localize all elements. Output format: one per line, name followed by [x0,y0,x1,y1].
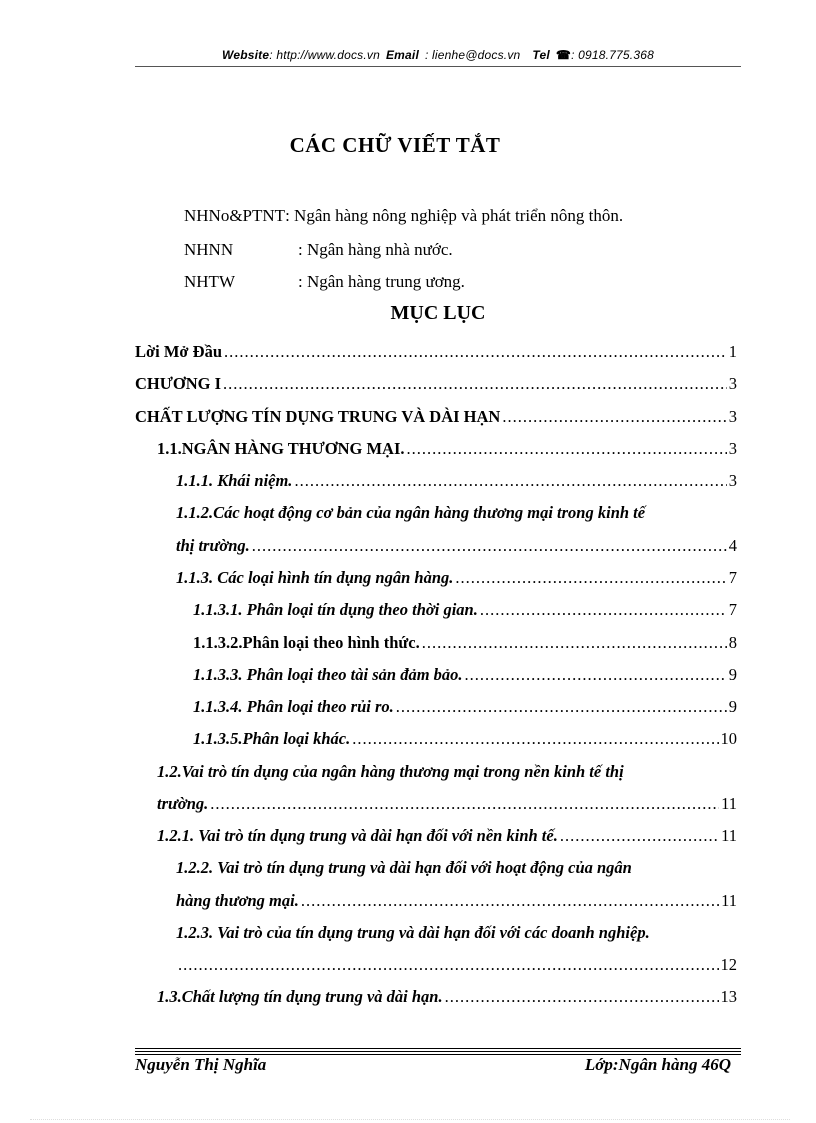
abbreviation-definition: : Ngân hàng nông nghiệp và phát triển nông thôn. [285,206,624,225]
toc-entry[interactable] [135,342,737,362]
tel-value: : 0918.775.368 [571,48,654,62]
toc-entry-text: 1.1.3.1. Phân loại tín dụng theo thời gian. [193,600,478,619]
toc-entry[interactable] [193,633,737,653]
toc-page-number: 7 [728,568,737,587]
abbreviation-definition: : Ngân hàng trung ương. [298,272,465,291]
abbreviations-title: CÁC CHỮ VIẾT TẮT [289,133,501,157]
toc-entry-text: trường. [157,794,209,813]
toc-leader [224,342,727,362]
toc-leader [560,826,719,846]
toc-entry[interactable] [193,697,737,717]
email-label: Email [385,48,419,62]
abbreviation-row [184,206,623,226]
toc-entry-text: 1.1.1. Khái niệm. [176,471,293,490]
abbreviation-key: NHTW [184,272,235,291]
toc-page-number: 7 [728,600,737,619]
abbreviation-key: NHNo&PTNT [184,206,286,225]
toc-entry[interactable] [176,568,737,588]
toc-leader [396,697,727,717]
toc-leader [210,794,719,814]
toc-page-number: 1 [728,342,737,361]
footer-divider [135,1048,741,1049]
toc-entry[interactable] [176,858,737,878]
toc-entry-continuation[interactable] [176,536,737,556]
toc-entry-text: 1.1.3.3. Phân loại theo tài sản đảm bảo. [193,665,463,684]
footer-author: Nguyễn Thị Nghĩa [135,1055,267,1074]
toc-entry[interactable] [135,374,737,394]
toc-leader [294,471,726,491]
toc-leader [178,955,719,975]
page-edge [30,1119,790,1120]
toc-entry-text: 1.2.1. Vai trò tín dụng trung và dài hạn đối với nền kinh tế. [157,826,558,845]
toc-page-number: 9 [728,697,737,716]
footer-divider [135,1051,741,1052]
toc-leader [352,729,718,749]
toc-entry-text: 1.2.3. Vai trò của tín dụng trung và dài hạn đối với các doanh nghiệp. [176,923,650,942]
toc-page-number: 10 [720,729,737,748]
toc-title: MỤC LỤC [390,302,486,324]
toc-entry[interactable] [135,407,737,427]
toc-entry-text: Lời Mở Đầu [135,342,223,361]
tel-label: Tel [532,48,550,62]
abbreviation-key: NHNN [184,240,234,259]
toc-leader [455,568,726,588]
toc-entry[interactable] [176,471,737,491]
abbreviation-row [184,240,453,260]
toc-entry-text: 1.2.Vai trò tín dụng của ngân hàng thương mại trong nền kinh tế thị [157,762,624,781]
toc-page-number: 3 [728,439,737,458]
toc-entry[interactable] [193,665,737,685]
toc-entry-text: thị trường. [176,536,250,555]
toc-entry-continuation[interactable] [176,891,737,911]
toc-page-number: 11 [721,826,737,845]
phone-icon: ☎ [555,48,572,62]
toc-leader [465,665,727,685]
header-divider [135,66,741,67]
toc-entry-text: 1.1.3.5.Phân loại khác. [193,729,351,748]
toc-leader [223,374,727,394]
abbreviation-definition: : Ngân hàng nhà nước. [298,240,453,259]
toc-entry[interactable] [157,439,737,459]
toc-entry-text: CHẤT LƯỢNG TÍN DỤNG TRUNG VÀ DÀI HẠN [135,407,501,426]
toc-entry-text: 1.2.2. Vai trò tín dụng trung và dài hạn đối với hoạt động của ngân [176,858,632,877]
toc-entry[interactable] [157,826,737,846]
toc-leader [252,536,727,556]
toc-entry-text: 1.1.3. Các loại hình tín dụng ngân hàng. [176,568,454,587]
toc-page-number: 3 [728,471,737,490]
toc-page-number: 12 [720,955,737,974]
toc-entry[interactable] [157,987,737,1007]
toc-entry[interactable] [193,729,737,749]
website-value: : http://www.docs.vn [269,48,380,62]
toc-entry-continuation[interactable] [176,955,737,975]
toc-page-number: 4 [728,536,737,555]
toc-entry[interactable] [176,503,737,523]
toc-entry-text: CHƯƠNG I [135,374,222,393]
website-label: Website [222,48,270,62]
footer-class: Lớp:Ngân hàng 46Q [584,1055,731,1074]
toc-page-number: 3 [728,407,737,426]
toc-leader [445,987,719,1007]
toc-leader [502,407,726,427]
toc-page-number: 11 [721,891,737,910]
toc-entry-continuation[interactable] [157,794,737,814]
toc-page-number: 9 [728,665,737,684]
toc-entry[interactable] [176,923,737,943]
toc-leader [301,891,719,911]
toc-entry-text: 1.3.Chất lượng tín dụng trung và dài hạn. [157,987,443,1006]
toc-page-number: 13 [720,987,737,1006]
toc-page-number: 11 [721,794,737,813]
toc-entry-text: 1.1.NGÂN HÀNG THƯƠNG MẠI. [157,439,405,458]
toc-page-number: 3 [728,374,737,393]
toc-page-number: 8 [728,633,737,652]
toc-entry-text: 1.1.2.Các hoạt động cơ bản của ngân hàng thương mại trong kinh tế [176,503,646,522]
toc-entry-text: hàng thương mại. [176,891,299,910]
toc-leader [407,439,727,459]
page-header [135,48,741,62]
toc-entry[interactable] [193,600,737,620]
toc-leader [422,633,727,653]
email-value: : lienhe@docs.vn [424,48,521,62]
toc-entry-text: 1.1.3.4. Phân loại theo rủi ro. [193,697,394,716]
abbreviation-row [184,272,465,292]
toc-entry[interactable] [157,762,737,782]
toc-leader [480,600,727,620]
toc-entry-text: 1.1.3.2.Phân loại theo hình thức. [193,633,420,652]
